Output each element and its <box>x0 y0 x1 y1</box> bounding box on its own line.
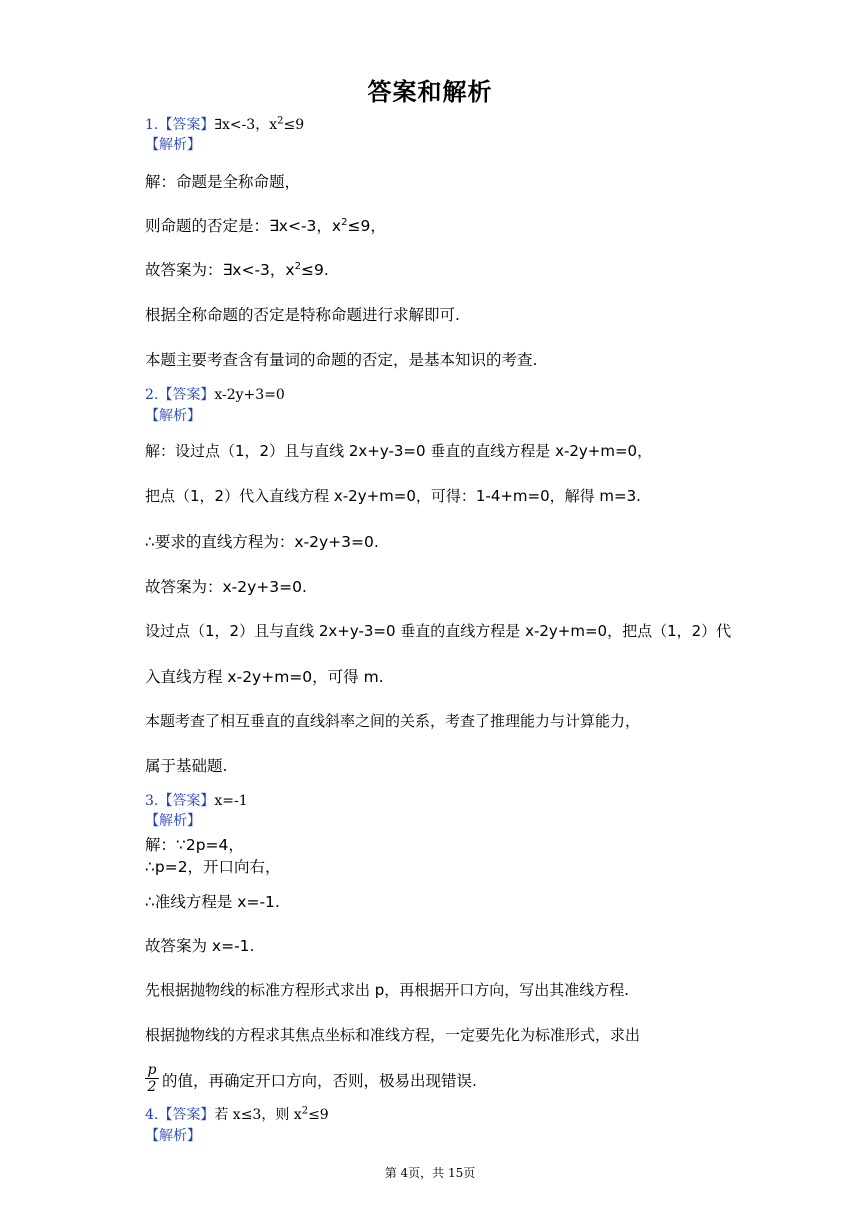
q1-line-2-post: ≤9， <box>347 217 386 235</box>
q3-answer <box>145 790 248 810</box>
q3-answer-value: x=-1 <box>214 793 248 809</box>
q1-line-4: 根据全称命题的否定是特称命题进行求解即可. <box>145 306 460 324</box>
q1-line-1: 解：命题是全称命题， <box>145 173 301 191</box>
q1-line-2-pre: 则命题的否定是：∃x<-3，x <box>145 217 342 235</box>
fraction-denominator: 2 <box>147 1079 157 1095</box>
q3-answer-label: 3.【答案】 <box>145 793 215 809</box>
q2-line-2: 把点（1，2）代入直线方程 x-2y+m=0，可得：1-4+m=0，解得 m=3. <box>145 487 641 505</box>
q4-answer <box>145 1104 329 1124</box>
q1-answer-post: ≤9 <box>283 117 305 133</box>
q2-line-4: 故答案为：x-2y+3=0. <box>145 578 307 596</box>
q1-line-3-post: ≤9. <box>300 261 329 279</box>
q1-answer <box>145 114 304 134</box>
p-over-2-fraction <box>145 1062 159 1095</box>
q4-answer-post: ≤9 <box>308 1107 329 1123</box>
q1-line-2-sup: 2 <box>341 216 348 228</box>
q4-answer-pre: 若 x≤3，则 x <box>214 1107 302 1123</box>
q1-line-3 <box>145 258 329 280</box>
q1-analysis-label: 【解析】 <box>145 137 201 153</box>
q3-line-2: ∴p=2，开口向右， <box>145 858 281 876</box>
q2-answer <box>145 384 285 404</box>
q2-answer-value: x-2y+3=0 <box>214 387 285 403</box>
q2-line-5: 设过点（1，2）且与直线 2x+y-3=0 垂直的直线方程是 x-2y+m=0，把点（1，2）代 <box>145 622 732 640</box>
q3-line-1: 解：∵2p=4， <box>145 836 244 854</box>
q4-answer-label: 4.【答案】 <box>145 1107 215 1123</box>
q4-answer-sup: 2 <box>301 1105 309 1117</box>
q2-analysis-label: 【解析】 <box>145 408 201 424</box>
q1-answer-label: 1.【答案】 <box>145 117 215 133</box>
q3-line-3: ∴准线方程是 x=-1. <box>145 893 280 911</box>
q4-analysis-label: 【解析】 <box>145 1128 201 1144</box>
q1-line-3-pre: 故答案为：∃x<-3，x <box>145 261 295 279</box>
q2-line-1: 解：设过点（1，2）且与直线 2x+y-3=0 垂直的直线方程是 x-2y+m=0， <box>145 442 653 460</box>
page-footer: 第 4页，共 15页 <box>384 1166 476 1180</box>
page-title: 答案和解析 <box>367 78 493 106</box>
q3-line-7: 的值，再确定开口方向，否则，极易出现错误. <box>162 1072 477 1090</box>
q3-line-4: 故答案为 x=-1. <box>145 937 255 955</box>
q2-line-6: 入直线方程 x-2y+m=0，可得 m. <box>145 668 384 686</box>
q2-line-3: ∴要求的直线方程为：x-2y+3=0. <box>145 533 379 551</box>
q3-line-6: 根据抛物线的方程求其焦点坐标和准线方程，一定要先化为标准形式，求出 <box>145 1026 641 1044</box>
q2-answer-label: 2.【答案】 <box>145 387 215 403</box>
q3-line-5: 先根据抛物线的标准方程形式求出 p，再根据开口方向，写出其准线方程. <box>145 981 630 999</box>
fraction-numerator: p <box>145 1062 159 1079</box>
q1-answer-pre: ∃x<-3，x <box>214 117 278 133</box>
q1-line-2 <box>145 214 386 236</box>
q1-answer-sup: 2 <box>277 115 284 127</box>
q1-line-5: 本题主要考查含有量词的命题的否定，是基本知识的考查. <box>145 351 538 369</box>
q2-line-7: 本题考查了相互垂直的直线斜率之间的关系，考查了推理能力与计算能力， <box>145 712 641 730</box>
q2-line-8: 属于基础题. <box>145 757 228 775</box>
q3-analysis-label: 【解析】 <box>145 813 201 829</box>
q1-line-3-sup: 2 <box>294 260 301 272</box>
